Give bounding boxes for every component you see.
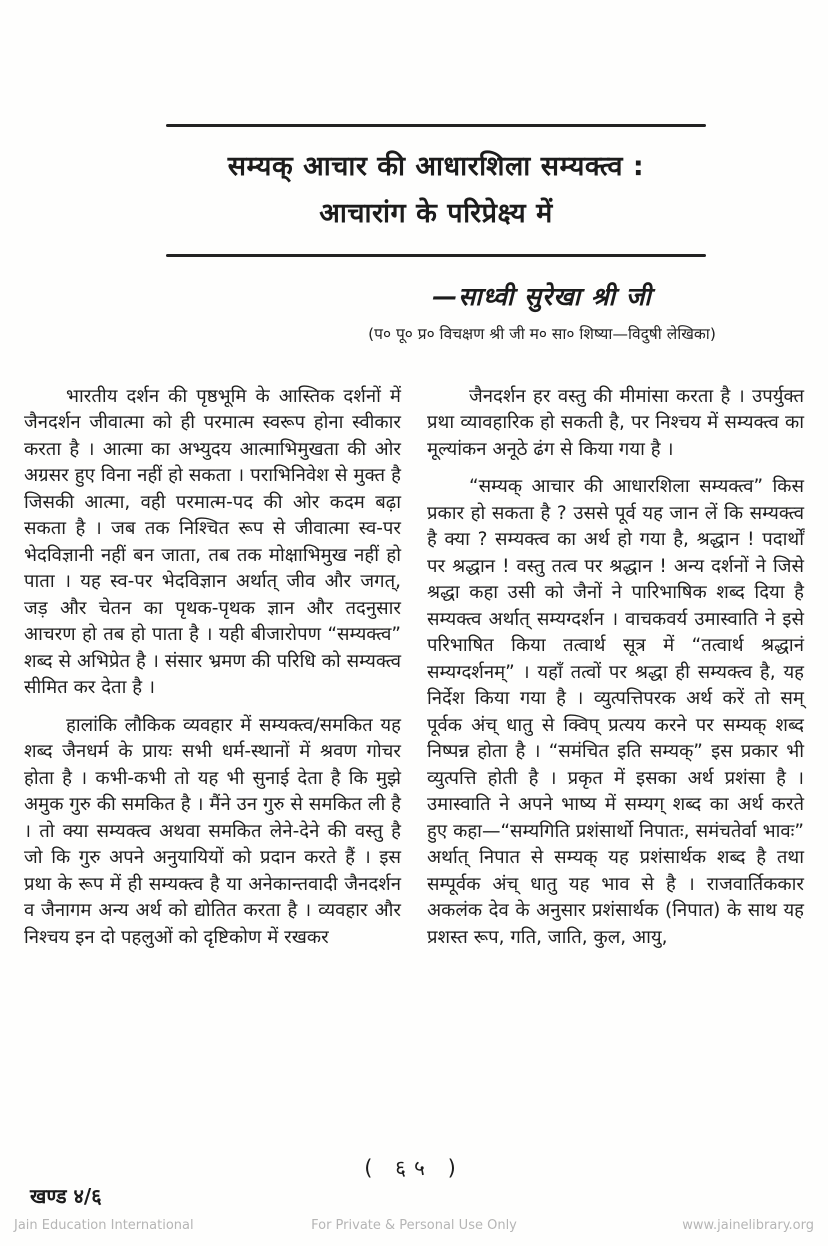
right-column bbox=[427, 384, 804, 952]
left-column-paragraph: हालांकि लौकिक व्यवहार में सम्यक्त्व/समकित यह शब्द जैनधर्म के प्रायः सभी धर्म-स्थानों में श्रवण गोचर होता है । कभी-कभी तो यह भी सुनाई देता है कि मुझे अमुक गुरु की समकित है । मैंने उन गुरु से समकित ली है । तो क्या सम्यक्त्व अथवा समकित लेने-देने की वस्तु है जो कि गुरु अपने अनुयायियों को प्रदान करते हैं । इस प्रथा के रूप में ही सम्यक्त्व है या अनेकान्तवादी जैनदर्शन व जैनागम अन्य अर्थ को द्योतित करता है । व्यवहार और निश्चय इन दो पहलुओं को दृष्टिकोण में रखकर bbox=[24, 714, 401, 948]
footer-usage-notice: For Private & Personal Use Only bbox=[311, 1218, 517, 1233]
article-title-block bbox=[166, 124, 706, 257]
library-footer bbox=[14, 1218, 814, 1233]
author-name: —साध्वी सुरेखा श्री जी bbox=[432, 281, 652, 311]
footer-website: www.jainelibrary.org bbox=[682, 1218, 814, 1233]
left-column bbox=[24, 384, 401, 952]
right-column-paragraph: जैनदर्शन हर वस्तु की मीमांसा करता है । उपर्युक्त प्रथा व्यावहारिक हो सकती है, पर निश्चय में सम्यक्त्व का मूल्यांकन अनूठे ढंग से किया गया है । bbox=[427, 385, 804, 460]
title-rule-top bbox=[166, 124, 706, 127]
left-column-paragraph: भारतीय दर्शन की पृष्ठभूमि के आस्तिक दर्शनों में जैनदर्शन जीवात्मा को ही परमात्म स्वरूप होना स्वीकार करता है । आत्मा का अभ्युदय आत्माभिमुखता की ओर अग्रसर हुए विना नहीं हो सकता । पराभिनिवेश से मुक्त है जिसकी आत्मा, वही परमात्म-पद की ओर कदम बढ़ा सकता है । जब तक निश्चित रूप से जीवात्मा स्व-पर भेदविज्ञानी नहीं बन जाता, तब तक मोक्षाभिमुख नहीं हो पाता । यह स्व-पर भेदविज्ञान अर्थात् जीव और जगत्, जड़ और चेतन का पृथक-पृथक ज्ञान और तदनुसार आचरण हो तब हो पाता है । यही बीजारोपण “सम्यक्त्व” शब्द से अभिप्रेत है । संसार भ्रमण की परिधि को सम्यक्त्व सीमित कर देता है । bbox=[24, 385, 401, 698]
scanned-document-page bbox=[0, 124, 828, 1246]
author-subtitle: (प० पू० प्र० विचक्षण श्री जी म० सा० शिष्या—विदुषी लेखिका) bbox=[368, 324, 716, 343]
page-title bbox=[166, 143, 706, 238]
author-block bbox=[282, 279, 802, 344]
right-column-paragraph: “सम्यक् आचार की आधारशिला सम्यक्त्व” किस प्रकार हो सकता है ? उससे पूर्व यह जान लें कि सम्यक्त्व है क्या ? सम्यक्त्व का अर्थ हो गया है, श्रद्धान ! पदार्थों पर श्रद्धान ! वस्तु तत्व पर श्रद्धान ! अन्य दर्शनों ने जिसे श्रद्धा कहा उसी को जैनों ने पारिभाषिक शब्द दिया है सम्यक्त्व अर्थात् सम्यग्दर्शन । वाचकवर्य उमास्वाति ने इसे परिभाषित किया तत्वार्थ सूत्र में “तत्वार्थ श्रद्धानं सम्यग्दर्शनम्” । यहाँ तत्वों पर श्रद्धा ही सम्यक्त्व है, यह निर्देश किया गया है । व्युत्पत्तिपरक अर्थ करें तो सम् पूर्वक अंच् धातु से क्विप् प्रत्यय करने पर सम्यक् शब्द निष्पन्न होता है । “समंचित इति सम्यक्” इस प्रकार भी व्युत्पत्ति होती है । प्रकृत में इसका अर्थ प्रशंसा है । उमास्वाति ने अपने भाष्य में सम्यग् शब्द का अर्थ करते हुए कहा—“सम्यगिति प्रशंसार्थो निपातः, समंचतेर्वा भावः” अर्थात् निपात से सम्यक् यह प्रशंसार्थक शब्द है तथा सम्पूर्वक अंच् धातु यह भाव से है । राजवार्तिककार अकलंक देव के अनुसार प्रशंसार्थक (निपात) के साथ यह प्रशस्त रूप, गति, जाति, कुल, आयु, bbox=[427, 476, 804, 948]
page-number: ( ६५ ) bbox=[364, 1156, 464, 1180]
footer-publisher: Jain Education International bbox=[14, 1218, 194, 1233]
volume-label: खण्ड ४/६ bbox=[30, 1184, 102, 1208]
article-body bbox=[0, 384, 828, 952]
page-title-line2: आचारांग के परिप्रेक्ष्य में bbox=[319, 198, 553, 230]
page-title-line1: सम्यक् आचार की आधारशिला सम्यक्त्व : bbox=[227, 151, 645, 182]
title-rule-bottom bbox=[166, 254, 706, 257]
